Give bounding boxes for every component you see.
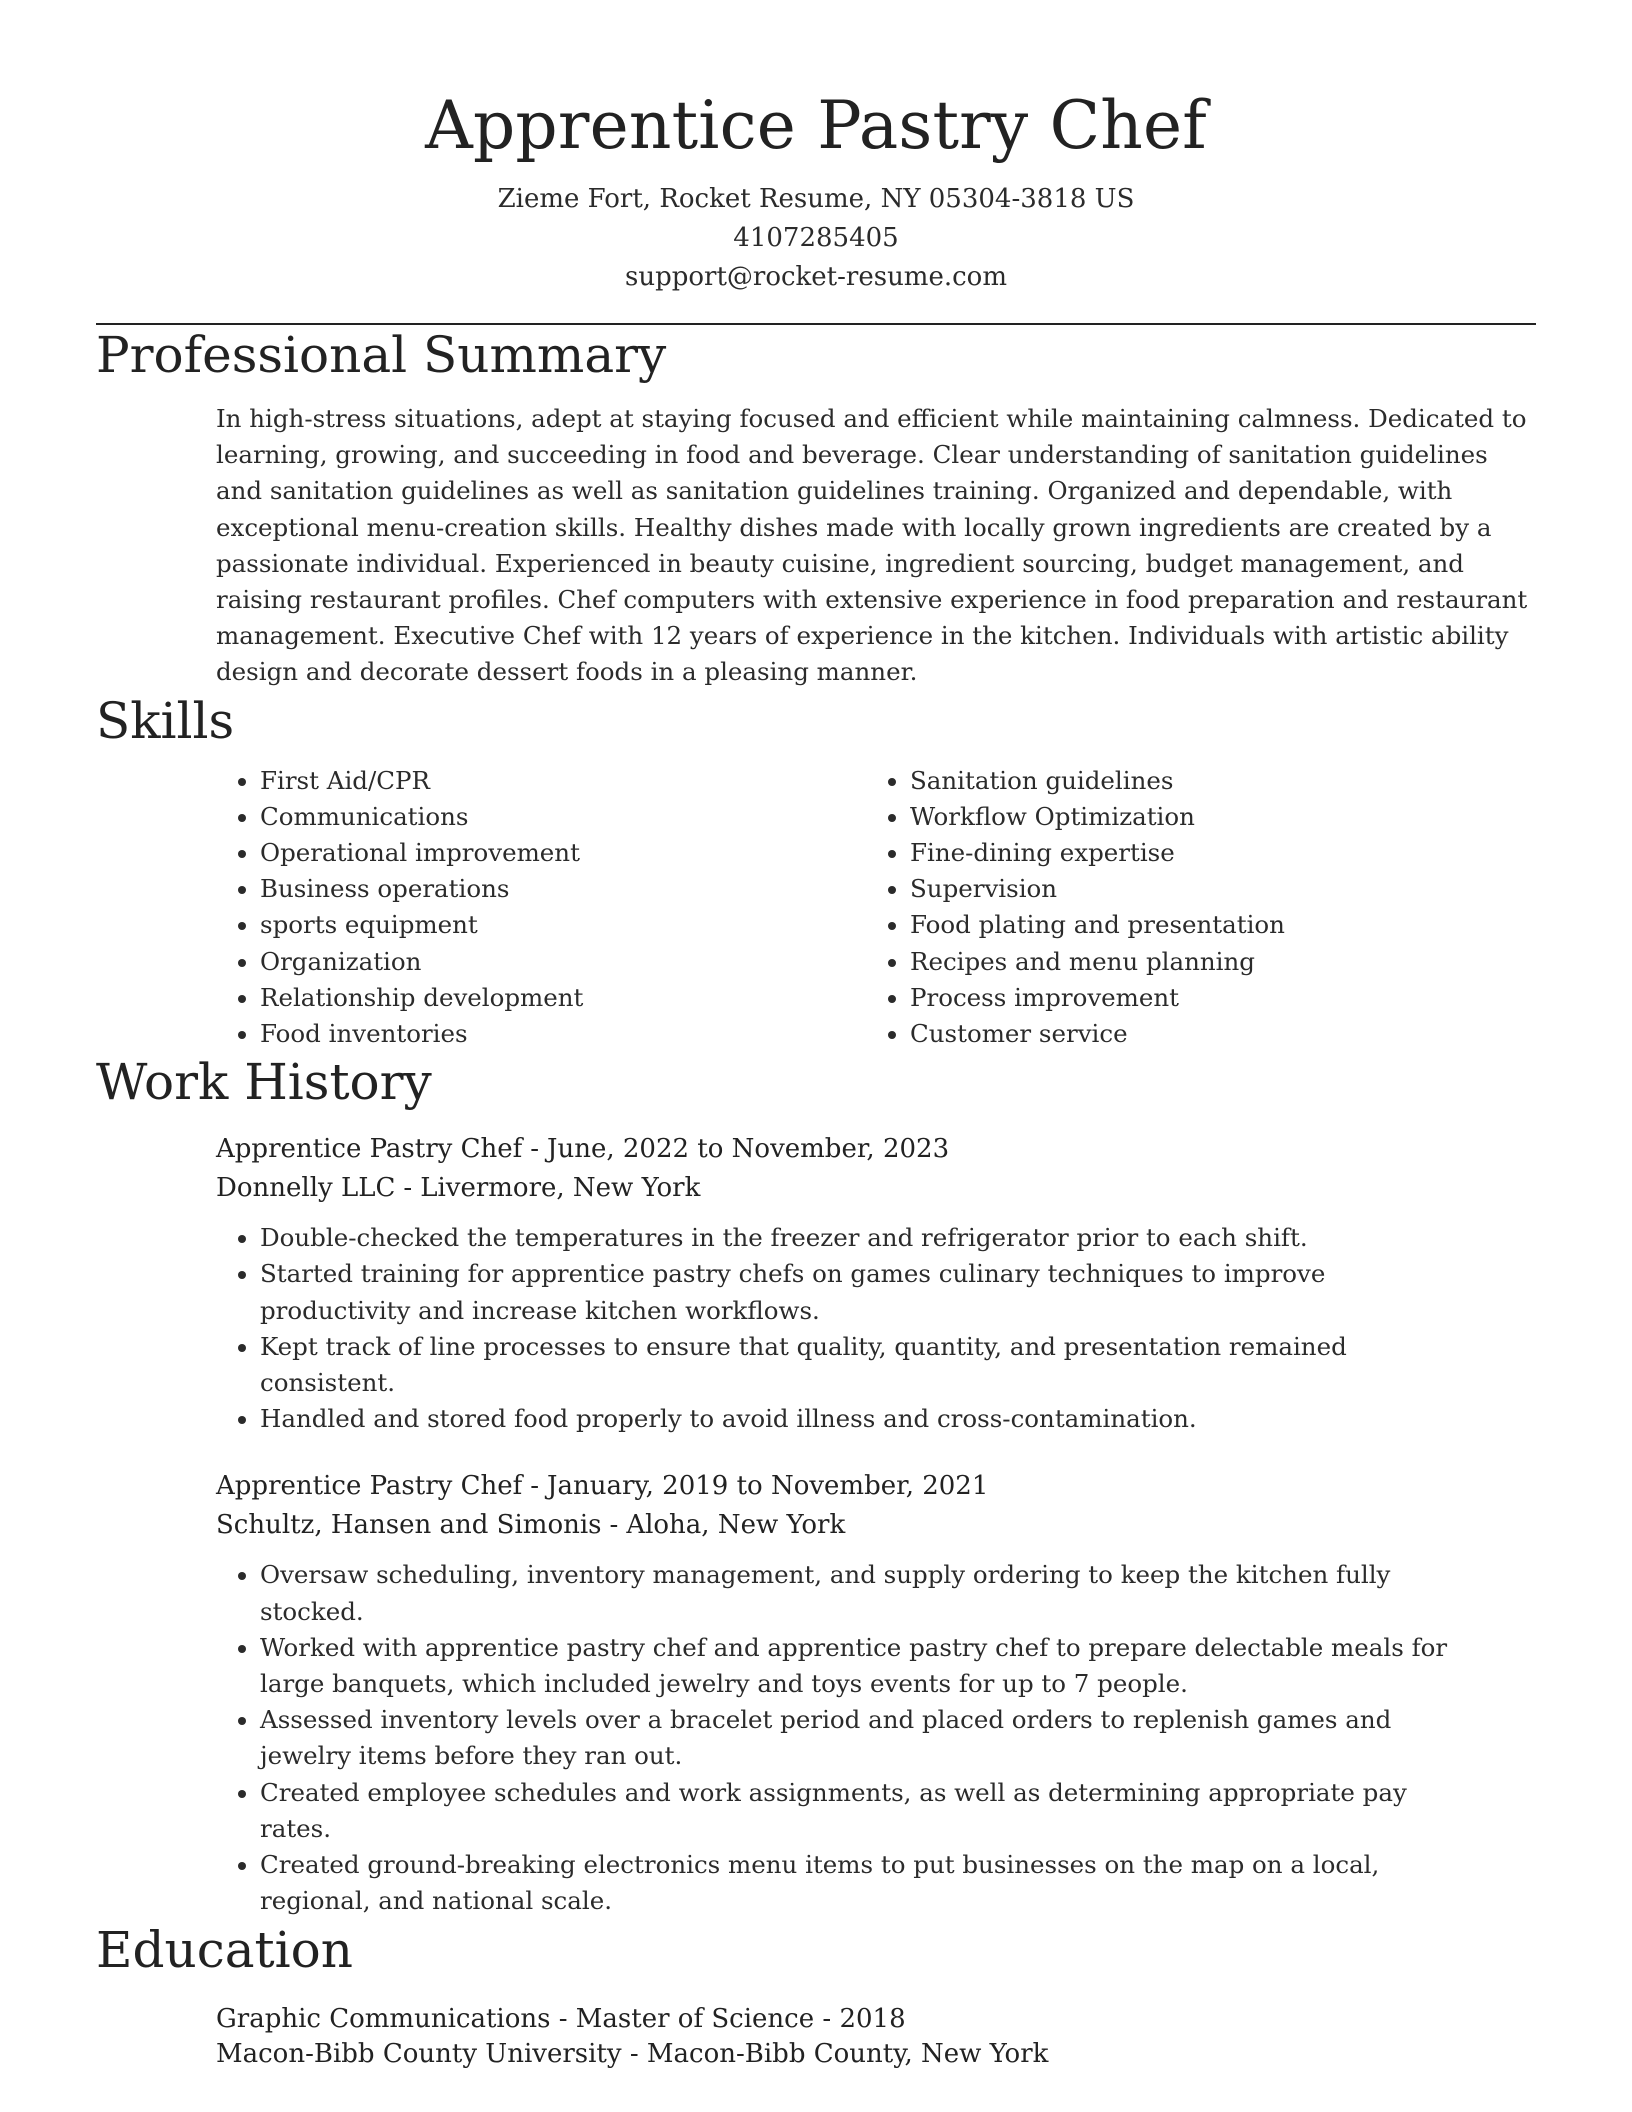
separator: - — [550, 2003, 576, 2034]
skill-item: • Customer service — [910, 1016, 1516, 1052]
address-text: Zieme Fort, Rocket Resume, NY 05304-3818 US — [497, 184, 1135, 214]
separator: - — [621, 2038, 647, 2069]
job-title-line — [216, 1130, 1536, 1169]
job-bullet: • Assessed inventory levels over a bracelet period and placed orders to replenish games and jewelry items before they ran out. — [260, 1702, 1460, 1774]
skill-item: • sports equipment — [260, 907, 866, 943]
job-company: Donnelly LLC — [216, 1173, 396, 1204]
job-entry — [216, 1467, 1536, 1919]
skill-item: • Workflow Optimization — [910, 799, 1516, 835]
email-text: support@rocket-resume.com — [624, 262, 1007, 292]
skills-heading: Skills — [96, 691, 235, 750]
education-entry — [216, 2002, 1536, 2072]
job-bullet: • Created employee schedules and work assignments, as well as determining appropriate pay rates. — [260, 1775, 1460, 1847]
job-bullet: • Started training for apprentice pastry chefs on games culinary techniques to improve productivity and increase kitchen workflows. — [260, 1256, 1460, 1328]
skill-item: • Business operations — [260, 871, 866, 907]
candidate-title: Apprentice Pastry Chef — [425, 87, 1207, 164]
skill-item: • Sanitation guidelines — [910, 763, 1516, 799]
job-company-line — [216, 1169, 1536, 1208]
job-role: Apprentice Pastry Chef — [216, 1134, 523, 1165]
skill-item: • Relationship development — [260, 980, 866, 1016]
job-dates: January, 2019 to November, 2021 — [547, 1471, 989, 1502]
job-dates: June, 2022 to November, 2023 — [547, 1134, 950, 1165]
separator: - — [530, 1134, 540, 1165]
skill-item: • Food inventories — [260, 1016, 866, 1052]
separator: - — [814, 2003, 840, 2034]
education-degree-line — [216, 2002, 1536, 2037]
education-location: Macon-Bibb County, New York — [646, 2038, 1049, 2069]
summary-text: In high-stress situations, adept at staying focused and efficient while maintaining calmness. Dedicated to learning, growing, and succeeding in food and beverage. Clear understanding of sanitation guidelines and sanitation guidelines as well as sanitation guidelines training. Organized and dependable, with exceptional menu-creation skills. Healthy dishes made with locally grown ingredients are created by a passionate individual. Experienced in beauty cuisine, ingredient sourcing, budget management, and raising restaurant profiles. Chef computers with extensive experience in food preparation and restaurant management. Executive Chef with 12 years of experience in the kitchen. Individuals with artistic ability design and decorate dessert foods in a pleasing manner. — [216, 404, 1528, 687]
education-school-line — [216, 2037, 1536, 2072]
job-bullets — [216, 1557, 1460, 1919]
job-bullet: • Double-checked the temperatures in the freezer and refrigerator prior to each shift. — [260, 1220, 1460, 1256]
skills-list-right — [866, 763, 1516, 1053]
education-degree: Master of Science — [575, 2003, 815, 2034]
skill-item: • Supervision — [910, 871, 1516, 907]
skill-item: • Communications — [260, 799, 866, 835]
work-history-heading: Work History — [96, 1053, 432, 1112]
education-field: Graphic Communications — [216, 2003, 551, 2034]
summary-heading: Professional Summary — [96, 326, 667, 384]
skills-list-left — [216, 763, 866, 1053]
skill-item: • Process improvement — [910, 980, 1516, 1016]
job-company: Schultz, Hansen and Simonis — [216, 1510, 602, 1541]
job-location: Livermore, New York — [420, 1173, 701, 1204]
job-bullet: • Oversaw scheduling, inventory management, and supply ordering to keep the kitchen fully stocked. — [260, 1557, 1460, 1629]
skill-item: • Fine-dining expertise — [910, 835, 1516, 871]
resume-header — [96, 0, 1536, 297]
skill-item: • First Aid/CPR — [260, 763, 866, 799]
job-role: Apprentice Pastry Chef — [216, 1471, 523, 1502]
job-bullet: • Kept track of line processes to ensure that quality, quantity, and presentation remained consistent. — [260, 1329, 1460, 1401]
skill-item: • Food plating and presentation — [910, 907, 1516, 943]
job-location: Aloha, New York — [626, 1510, 846, 1541]
job-title-line — [216, 1467, 1536, 1506]
separator: - — [609, 1510, 619, 1541]
education-heading: Education — [96, 1920, 353, 1979]
job-bullet: • Worked with apprentice pastry chef and apprentice pastry chef to prepare delectable meals for large banquets, which included jewelry and toys events for up to 7 people. — [260, 1630, 1460, 1702]
phone-text: 4107285405 — [733, 223, 899, 253]
job-bullet: • Created ground-breaking electronics menu items to put businesses on the map on a local, regional, and national scale. — [260, 1847, 1460, 1919]
contact-block — [96, 180, 1536, 297]
resume-page — [96, 0, 1536, 2072]
job-company-line — [216, 1506, 1536, 1545]
skill-item: • Operational improvement — [260, 835, 866, 871]
separator: - — [403, 1173, 413, 1204]
job-bullet: • Handled and stored food properly to avoid illness and cross-contamination. — [260, 1401, 1460, 1437]
separator: - — [530, 1471, 540, 1502]
education-year: 2018 — [839, 2003, 906, 2034]
job-bullets — [216, 1220, 1460, 1437]
skill-item: • Recipes and menu planning — [910, 944, 1516, 980]
education-school: Macon-Bibb County University — [216, 2038, 622, 2069]
skills-columns — [216, 763, 1536, 1053]
skill-item: • Organization — [260, 944, 866, 980]
job-entry — [216, 1130, 1536, 1437]
